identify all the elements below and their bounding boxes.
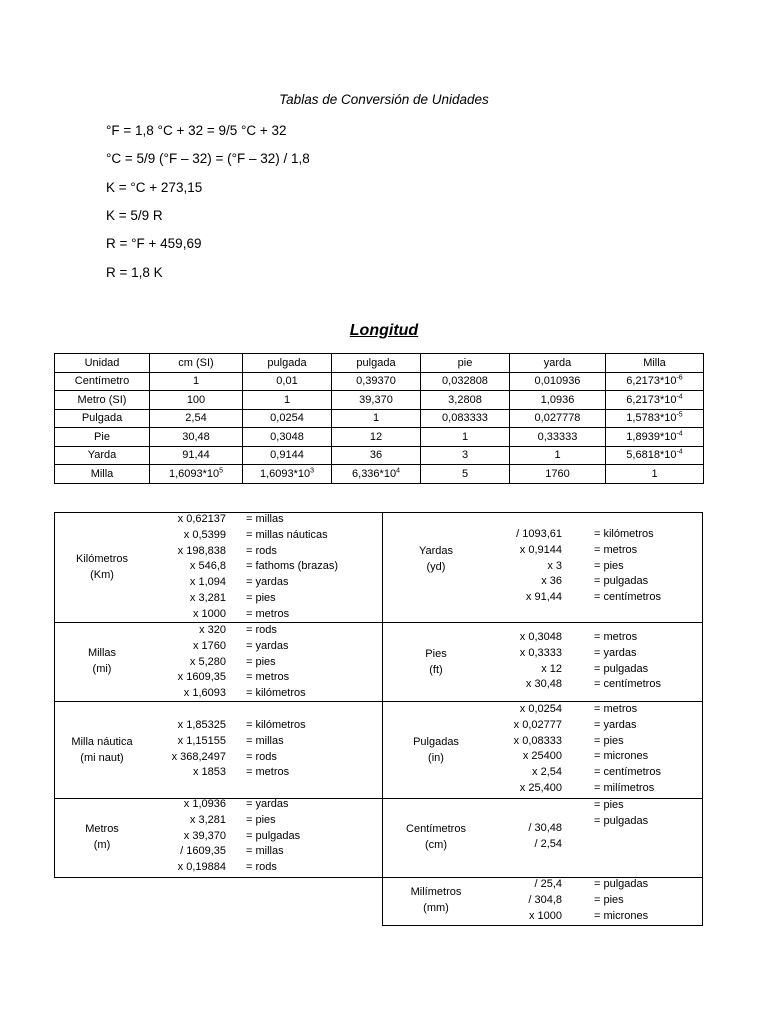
conversion-factor: x 1,6093 <box>183 687 226 700</box>
conversion-result: = millas <box>246 845 284 858</box>
longitud-header-cell: Milla <box>606 354 704 373</box>
conversion-factor: x 1853 <box>192 766 226 779</box>
longitud-cell-exponent: -4 <box>676 430 683 438</box>
conversion-result: = rods <box>246 544 277 557</box>
longitud-cell <box>332 372 421 391</box>
conversion-factor: x 0,3333 <box>519 646 562 659</box>
unit-name-millas: Millas <box>87 647 117 659</box>
conversion-result: = pies <box>594 799 624 811</box>
longitud-cell <box>421 428 510 447</box>
longitud-cell <box>421 391 510 410</box>
longitud-cell-value: 0,010936 <box>534 375 581 388</box>
conversion-factor: x 0,08333 <box>513 734 562 747</box>
longitud-cell-value: 1760 <box>545 467 570 480</box>
conversion-result: = kilómetros <box>594 528 654 540</box>
unit-name-kilometros: Kilómetros <box>76 553 128 565</box>
conversion-factor: / 25,4 <box>534 878 562 890</box>
conversion-factor: x 25400 <box>522 750 562 763</box>
conversion-result: = millas <box>246 513 284 525</box>
conversion-factor: x 25,400 <box>519 782 562 794</box>
conversion-result: = yardas <box>246 639 289 652</box>
conversion-factor: x 3,281 <box>189 592 226 604</box>
longitud-cell <box>150 446 243 465</box>
conversion-result: = pulgadas <box>594 814 649 827</box>
longitud-cell-value: 0,027778 <box>534 412 581 425</box>
conversion-result: = pies <box>246 592 276 604</box>
longitud-cell <box>150 391 243 410</box>
page-title: Tablas de Conversión de Unidades <box>279 92 489 107</box>
conversion-factor: x 36 <box>541 575 562 588</box>
conversion-factor: x 1000 <box>192 607 226 620</box>
longitud-cell-value: 0,0254 <box>270 412 304 425</box>
longitud-cell <box>606 409 704 428</box>
longitud-cell-exponent: -4 <box>676 393 683 401</box>
conversion-factor: x 3 <box>547 559 562 572</box>
unit-abbr-pies: (ft) <box>429 664 443 676</box>
unit-abbr-milla-nautica: (mi naut) <box>80 752 124 764</box>
conversion-factor: x 368,2497 <box>171 750 226 763</box>
longitud-cell <box>421 372 510 391</box>
conversion-factor: x 1609,35 <box>177 671 226 684</box>
conversion-result: = pulgadas <box>246 829 301 842</box>
conversion-factor: / 2,54 <box>534 837 562 850</box>
longitud-cell-value: Pulgada <box>81 412 123 425</box>
unit-name-pulgadas: Pulgadas <box>413 736 459 748</box>
conversion-result: = yardas <box>246 798 289 810</box>
longitud-cell-value: 3,2808 <box>448 393 482 406</box>
longitud-cell-value: 0,39370 <box>356 375 396 388</box>
longitud-cell <box>510 391 606 410</box>
conversion-result: = pulgadas <box>594 878 649 890</box>
conversion-factor: x 1,85325 <box>177 719 226 731</box>
longitud-cell-value: 1 <box>372 412 380 425</box>
formula-fahrenheit: °F = 1,8 °C + 32 = 9/5 °C + 32 <box>106 123 287 138</box>
longitud-row <box>55 446 704 465</box>
longitud-cell-value: 6,2173*10 <box>626 393 677 406</box>
conversion-result: = metros <box>594 543 638 556</box>
unit-abbr-centimetros: (cm) <box>425 839 447 851</box>
conversion-factor: x 2,54 <box>532 766 562 779</box>
unit-abbr-millas: (mi) <box>92 663 112 675</box>
conversion-factor: x 5,280 <box>189 655 226 668</box>
conversion-result: = centímetros <box>594 766 661 779</box>
longitud-cell <box>243 446 332 465</box>
conversion-result: = rods <box>246 861 277 874</box>
unit-name-pies: Pies <box>425 648 447 660</box>
longitud-cell <box>55 428 150 447</box>
conversion-result: = rods <box>246 750 277 763</box>
longitud-cell <box>606 465 704 484</box>
longitud-cell <box>243 372 332 391</box>
longitud-header-cell: cm (SI) <box>150 354 243 373</box>
longitud-header-cell: yarda <box>510 354 606 373</box>
conversion-result: = metros <box>246 607 290 620</box>
longitud-row <box>55 409 704 428</box>
unit-abbr-yardas: (yd) <box>426 561 446 573</box>
conversion-factor: / 1093,61 <box>516 528 562 540</box>
longitud-cell <box>243 465 332 484</box>
formula-kelvin-rankine: K = 5/9 R <box>106 208 163 223</box>
longitud-cell <box>421 409 510 428</box>
longitud-cell-value: 0,33333 <box>537 430 578 443</box>
conversion-factor: x 30,48 <box>525 678 562 691</box>
conversion-factor: x 1,094 <box>189 576 226 589</box>
longitud-cell-value: 39,370 <box>359 393 393 406</box>
conversion-factor: / 30,48 <box>528 822 562 834</box>
formula-celsius: °C = 5/9 (°F – 32) = (°F – 32) / 1,8 <box>106 151 310 166</box>
unit-name-centimetros: Centímetros <box>406 823 466 835</box>
longitud-cell-value: 2,54 <box>185 412 207 425</box>
conversion-factor: / 1609,35 <box>180 845 226 858</box>
longitud-cell-value: 36 <box>369 449 383 462</box>
formula-kelvin-celsius: K = °C + 273,15 <box>106 180 203 195</box>
longitud-cell <box>55 391 150 410</box>
longitud-cell-value: 1,6093*10 <box>168 467 220 480</box>
unit-abbr-kilometros: (Km) <box>90 569 114 581</box>
longitud-cell <box>243 428 332 447</box>
conversion-result: = pies <box>594 893 624 906</box>
longitud-header-row <box>55 354 704 373</box>
longitud-cell <box>606 391 704 410</box>
conversion-result: = centímetros <box>594 591 661 604</box>
conversion-factor: / 304,8 <box>528 893 562 906</box>
conversion-result: = metros <box>246 671 290 684</box>
conversion-result: = metros <box>594 703 638 715</box>
longitud-cell <box>606 446 704 465</box>
longitud-cell <box>421 465 510 484</box>
longitud-header-cell: pulgada <box>332 354 421 373</box>
longitud-cell-value: 1 <box>651 467 658 480</box>
conversion-result: = pies <box>246 655 276 668</box>
longitud-cell <box>510 446 606 465</box>
longitud-header-cell: pulgada <box>243 354 332 373</box>
longitud-cell-value: 30,48 <box>182 430 210 443</box>
conversion-factor: x 1,15155 <box>177 734 226 747</box>
conversion-result: = micrones <box>594 909 649 922</box>
longitud-cell <box>510 409 606 428</box>
conversion-factor: x 0,0254 <box>519 703 562 715</box>
longitud-cell-exponent: 5 <box>219 467 224 475</box>
conversion-result: = yardas <box>594 646 637 659</box>
longitud-cell <box>421 446 510 465</box>
unit-abbr-pulgadas: (in) <box>428 752 444 764</box>
conversion-factor: x 0,9144 <box>519 543 562 556</box>
longitud-row <box>55 465 704 484</box>
longitud-cell-value: 100 <box>186 393 206 406</box>
longitud-cell <box>332 446 421 465</box>
longitud-cell-value: Metro (SI) <box>77 393 127 406</box>
longitud-cell <box>332 391 421 410</box>
conversion-result: = centímetros <box>594 678 661 691</box>
longitud-cell-exponent: -4 <box>676 448 683 456</box>
formula-rankine-kelvin: R = 1,8 K <box>106 265 163 280</box>
longitud-cell <box>150 409 243 428</box>
conversion-result: = millas náuticas <box>246 528 328 541</box>
longitud-cell-exponent: 4 <box>396 467 400 475</box>
longitud-cell <box>606 372 704 391</box>
longitud-table <box>54 353 704 484</box>
conversion-result: = pies <box>246 813 276 826</box>
longitud-cell <box>150 372 243 391</box>
longitud-cell-value: Centímetro <box>74 375 130 388</box>
longitud-cell-value: 1,5783*10 <box>626 412 677 425</box>
conversion-factor: x 320 <box>199 624 226 636</box>
longitud-cell-value: 5,6818*10 <box>626 449 677 462</box>
longitud-cell-value: Milla <box>90 467 114 480</box>
conversion-result: = micrones <box>594 750 649 763</box>
longitud-cell-value: 0,9144 <box>270 449 304 462</box>
longitud-cell <box>332 428 421 447</box>
longitud-cell <box>55 372 150 391</box>
longitud-cell <box>243 409 332 428</box>
conversion-result: = pies <box>594 559 624 572</box>
unit-abbr-milimetros: (mm) <box>423 902 449 914</box>
longitud-cell <box>243 391 332 410</box>
longitud-cell-value: 1 <box>554 449 561 462</box>
conversion-result: = yardas <box>594 718 637 731</box>
conversion-factor: x 0,19884 <box>177 861 226 874</box>
conversion-result: = milímetros <box>594 782 655 794</box>
unit-name-milla-nautica: Milla náutica <box>71 736 133 748</box>
longitud-cell <box>510 465 606 484</box>
conversion-result: = kilómetros <box>246 719 306 731</box>
conversion-factor: x 0,62137 <box>177 513 226 525</box>
conversion-result: = pies <box>594 734 624 747</box>
longitud-cell <box>332 465 421 484</box>
longitud-header-cell: pie <box>421 354 510 373</box>
longitud-cell-value: 1,8939*10 <box>626 430 677 443</box>
longitud-cell-value: 12 <box>369 430 383 443</box>
longitud-cell-value: 6,2173*10 <box>626 375 677 388</box>
conversion-factor: x 1,0936 <box>183 798 226 810</box>
longitud-header-cell: Unidad <box>55 354 150 373</box>
longitud-cell-value: 6,336*10 <box>352 467 397 480</box>
longitud-cell-value: 0,3048 <box>270 430 304 443</box>
conversion-result: = rods <box>246 624 277 636</box>
unit-name-metros: Metros <box>85 823 119 835</box>
conversion-factor: x 91,44 <box>525 591 562 604</box>
conversion-result: = metros <box>246 766 290 779</box>
longitud-cell-value: 0,032808 <box>442 375 488 388</box>
longitud-cell-exponent: -6 <box>676 374 683 382</box>
longitud-cell-value: 1,6093*10 <box>259 467 311 480</box>
longitud-cell-value: 1 <box>192 375 200 388</box>
unit-abbr-metros: (m) <box>93 839 111 851</box>
formula-rankine-fahrenheit: R = °F + 459,69 <box>106 236 202 251</box>
conversion-factor: x 3,281 <box>189 813 226 826</box>
longitud-cell <box>510 428 606 447</box>
longitud-row <box>55 428 704 447</box>
longitud-cell <box>55 409 150 428</box>
longitud-cell-value: 0,083333 <box>442 412 488 425</box>
longitud-cell-value: 1 <box>461 430 469 443</box>
conversion-factor: x 0,3048 <box>519 631 562 643</box>
longitud-cell <box>510 372 606 391</box>
conversion-factor: x 1760 <box>192 639 226 652</box>
longitud-cell-exponent: -5 <box>676 411 683 419</box>
conversion-factor: x 0,02777 <box>513 718 562 731</box>
conversion-factor: x 198,838 <box>177 544 226 557</box>
longitud-cell-value: 0,01 <box>276 375 298 388</box>
longitud-cell <box>606 428 704 447</box>
longitud-cell <box>150 465 243 484</box>
longitud-cell-value: 91,44 <box>182 449 210 462</box>
unit-name-milimetros: Milímetros <box>410 886 462 898</box>
longitud-cell <box>55 446 150 465</box>
conversion-factor: x 1000 <box>528 909 562 922</box>
conversion-result: = yardas <box>246 576 289 589</box>
conversion-result: = pulgadas <box>594 662 649 675</box>
conversion-result: = kilómetros <box>246 687 306 700</box>
longitud-cell-value: 3 <box>461 449 469 462</box>
longitud-cell <box>150 428 243 447</box>
longitud-cell-value: 1 <box>283 393 291 406</box>
longitud-cell-value: 5 <box>461 467 469 480</box>
conversion-factor: x 546,8 <box>189 560 226 573</box>
longitud-cell <box>332 409 421 428</box>
longitud-row <box>55 372 704 391</box>
conversion-result: = pulgadas <box>594 575 649 588</box>
conversion-factor: x 39,370 <box>183 829 226 842</box>
longitud-cell-value: Yarda <box>87 449 117 462</box>
longitud-cell-exponent: 3 <box>310 467 315 475</box>
conversion-factor: x 12 <box>541 662 562 675</box>
conversion-result: = metros <box>594 631 638 643</box>
section-heading-longitud: Longitud <box>349 322 419 339</box>
conversion-factor: x 0,5399 <box>183 528 226 541</box>
conversion-result: = millas <box>246 734 284 747</box>
longitud-cell-value: 1,0936 <box>540 393 575 406</box>
unit-name-yardas: Yardas <box>418 545 454 557</box>
conversion-result: = fathoms (brazas) <box>246 560 339 573</box>
longitud-cell <box>55 465 150 484</box>
longitud-cell-value: Pie <box>94 430 110 443</box>
longitud-row <box>55 391 704 410</box>
